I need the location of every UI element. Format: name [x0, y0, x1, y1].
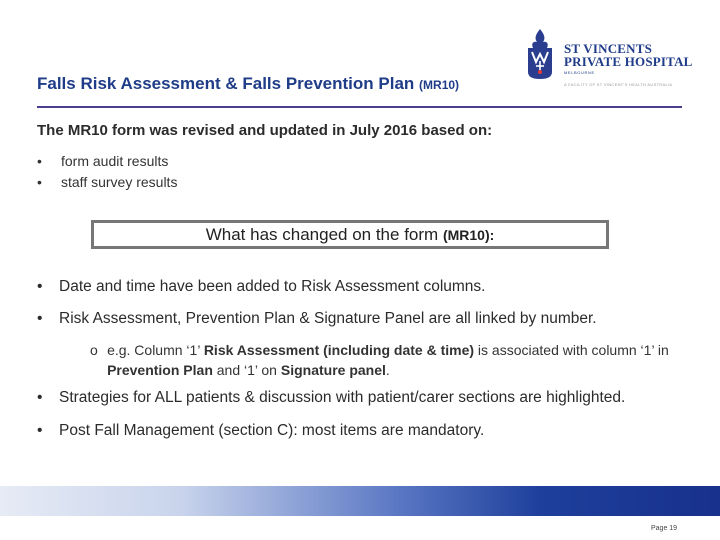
sub-text-4: . [385, 362, 390, 378]
page-title-code: (MR10) [419, 78, 460, 92]
crest-icon [522, 28, 558, 80]
change-item [37, 278, 486, 296]
change-item [37, 310, 597, 328]
logo-line3: MELBOURNE [564, 70, 595, 75]
intro-item [37, 151, 177, 172]
sub-bold-risk-assessment: Risk Assessment (including date & time) [203, 342, 475, 358]
logo-line4: A FACILITY OF ST VINCENT'S HEALTH AUSTRALIA [564, 82, 673, 87]
footer-gradient-band [0, 486, 720, 516]
sub-bold-signature-panel: Signature panel [280, 362, 386, 378]
callout-code: (MR10): [442, 227, 495, 243]
intro-list [37, 151, 177, 193]
change-sublist [90, 340, 710, 380]
change-item-text: Date and time have been added to Risk Assessment columns. [59, 278, 486, 295]
change-item [37, 422, 484, 440]
circle-bullet-icon: o [90, 342, 98, 358]
change-item-text: Post Fall Management (section C): most items are mandatory. [59, 422, 485, 439]
change-subitem-text [107, 340, 710, 380]
page-number: Page 19 [651, 525, 678, 532]
change-item-text: Risk Assessment, Prevention Plan & Signature Panel are all linked by number. [59, 310, 597, 327]
change-item [37, 389, 625, 407]
page-title-text: Falls Risk Assessment & Falls Prevention Plan [37, 74, 415, 93]
logo-text [564, 42, 693, 87]
intro-item-text: form audit results [61, 153, 169, 169]
callout-text: What has changed on the form [205, 225, 439, 244]
page-title [37, 74, 459, 94]
change-subitem [90, 340, 710, 380]
change-item-text: Strategies for ALL patients & discussion with patient/carer sections are highlighted. [59, 389, 626, 406]
header-divider [37, 106, 682, 108]
bullet-icon: • [37, 422, 43, 439]
logo-line1: ST VINCENTS [564, 41, 653, 56]
hospital-logo [522, 28, 693, 87]
bullet-icon: • [37, 174, 42, 190]
bullet-icon: • [37, 310, 43, 327]
sub-text-2: is associated with column ‘1’ in [474, 342, 669, 358]
bullet-icon: • [37, 278, 43, 295]
intro-heading: The MR10 form was revised and updated in July 2016 based on: [37, 122, 493, 139]
intro-item-text: staff survey results [61, 174, 178, 190]
bullet-icon: • [37, 389, 43, 406]
bullet-icon: • [37, 153, 42, 169]
changes-callout-box [91, 220, 609, 249]
sub-text-3: and ‘1’ on [212, 362, 281, 378]
logo-line2: PRIVATE HOSPITAL [564, 54, 693, 69]
sub-text-1: e.g. Column ‘1’ [107, 342, 204, 358]
intro-item [37, 172, 177, 193]
sub-bold-prevention-plan: Prevention Plan [107, 362, 213, 378]
